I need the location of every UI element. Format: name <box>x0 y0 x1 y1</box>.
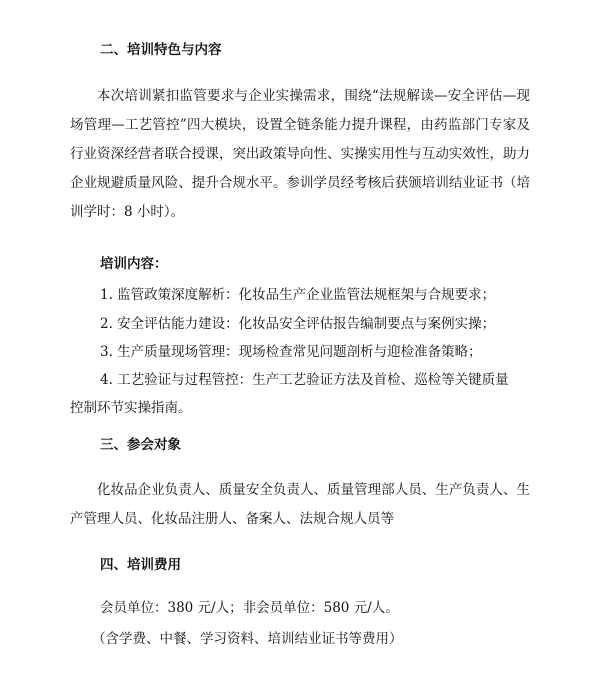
content-item-1: 1. 监管政策深度解析：化妆品生产企业监管法规框架与合规要求； <box>100 287 496 303</box>
section-heading-features: 二、培训特色与内容 <box>100 42 222 58</box>
content-item-4-continued: 控制环节实操指南。 <box>70 400 192 416</box>
fee-note: （含学费、中餐、学习资料、培训结业证书等费用） <box>92 631 403 647</box>
section-heading-audience: 三、参会对象 <box>100 437 181 453</box>
fee-line: 会员单位：380 元/人；非会员单位：580 元/人。 <box>100 600 399 616</box>
section-heading-fees: 四、培训费用 <box>100 557 181 573</box>
audience-paragraph: 化妆品企业负责人、质量安全负责人、质量管理部人员、生产负责人、生产管理人员、化妆品注册人、备案人、法规合规人员等 <box>70 482 530 527</box>
content-item-2: 2. 安全评估能力建设：化妆品安全评估报告编制要点与案例实操； <box>100 316 496 332</box>
content-title: 培训内容： <box>100 256 168 272</box>
content-item-4: 4. 工艺验证与过程管控：生产工艺验证方法及首检、巡检等关键质量 <box>100 372 509 388</box>
content-item-3: 3. 生产质量现场管理：现场检查常见问题剖析与迎检准备策略； <box>100 344 482 360</box>
intro-paragraph: 本次培训紧扣监管要求与企业实操需求，围绕“法规解读—安全评估—现场管理—工艺管控”四大模块，设置全链条能力提升课程，由药监部门专家及行业资深经营者联合授课，突出政策导向性、实操实用性与互动实效性，助力企业规避质量风险、提升合规水平。参训学员经考核后获颁培训结业证书（培训学时：8 小时）。 <box>70 88 530 220</box>
